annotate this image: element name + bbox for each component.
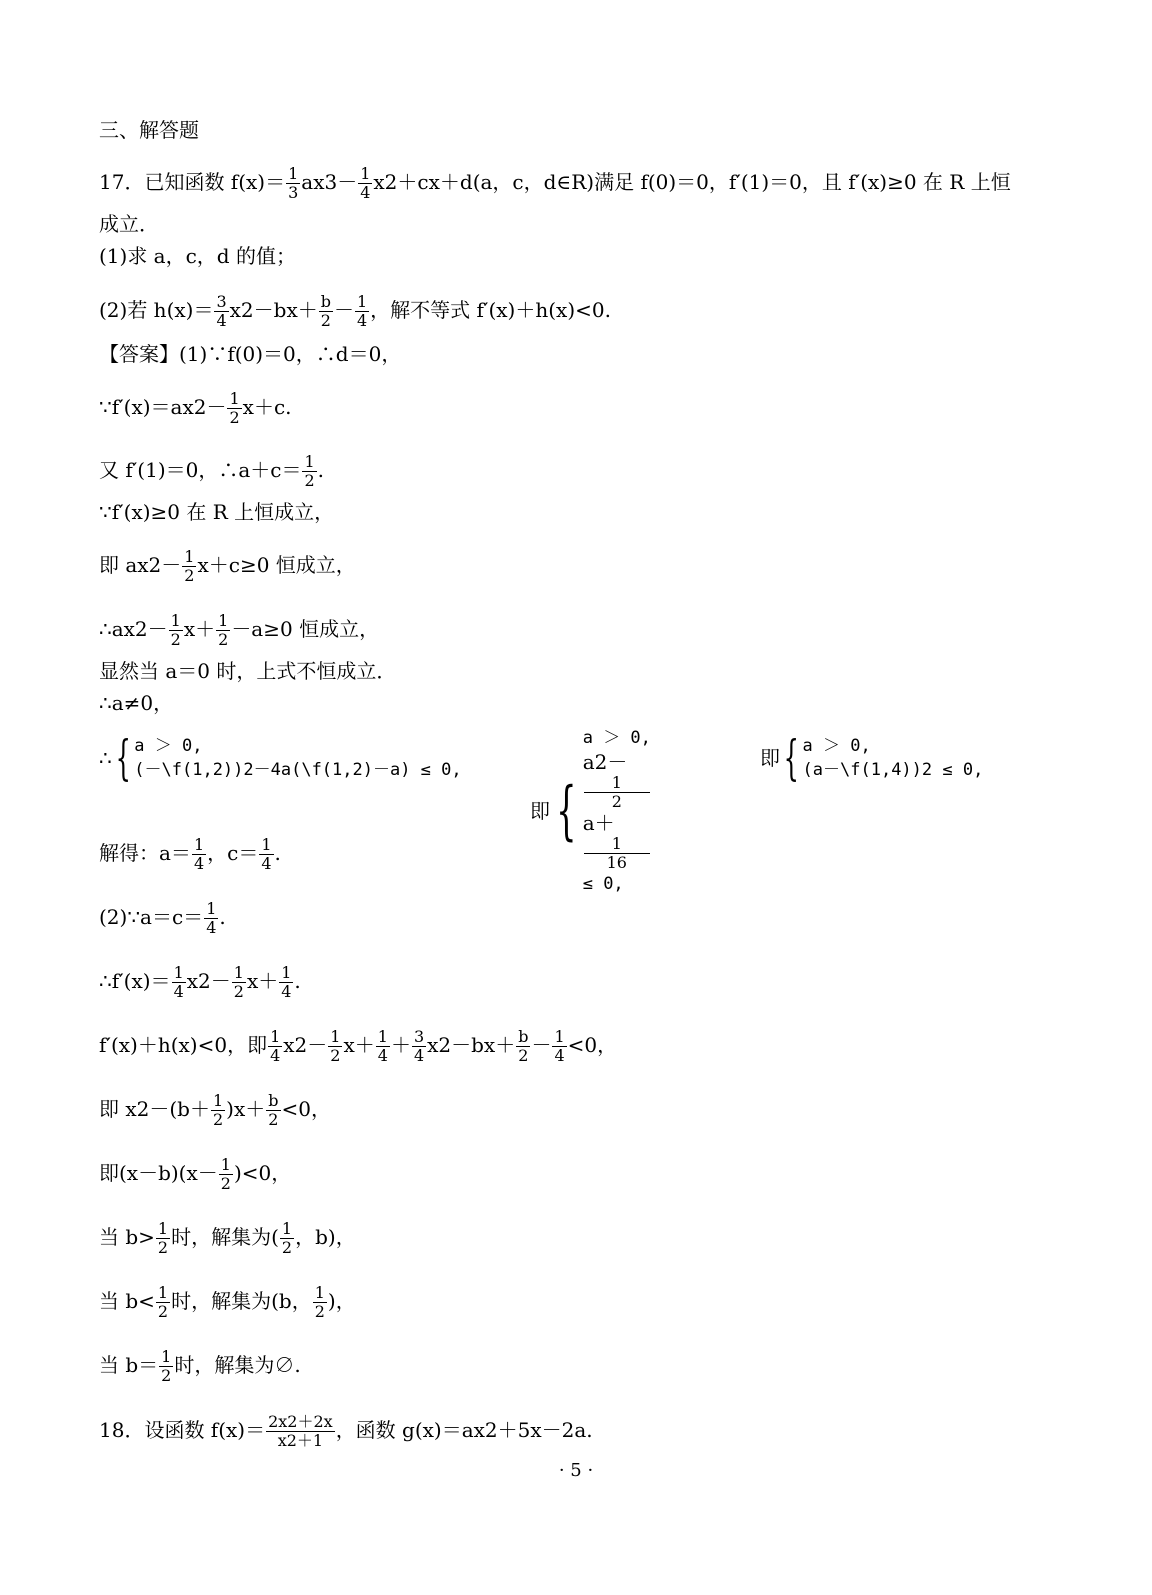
fraction: $\frac{1}{3}$ [288, 164, 299, 202]
answer-line-4: ∵f′(x)≥0 在 R 上恒成立， [99, 500, 335, 524]
section-title: 三、解答题 [99, 118, 199, 142]
answer-line-7: 显然当 a＝0 时，上式不恒成立． [99, 659, 397, 683]
answer-line-3: 又 f′(1)＝0，∴a＋c＝ $\frac{1}{2}$ . [99, 452, 325, 490]
answer-solved: 解得：a＝ $\frac{1}{4}$ ，c＝ $\frac{1}{4}$ . [99, 835, 281, 873]
q18-line: 18．设函数 f(x)＝ $\frac{2x2+2x}{x2+1}$ ，函数 g(x)＝ax2＋5x－2a. [99, 1412, 593, 1450]
q17-line-2: 成立． [99, 212, 159, 236]
q17-part-1: (1)求 a，c，d 的值； [99, 244, 296, 268]
answer-line-8: ∴a≠0， [99, 691, 174, 715]
answer-line-6: ∴ax2－ $\frac{1}{2}$ x＋ $\frac{1}{2}$ －a≥0 恒成立， [99, 611, 380, 649]
part2-line-6: 当 b> $\frac{1}{2}$ 时，解集为( $\frac{1}{2}$ ，b)， [99, 1219, 356, 1257]
q17-part-2: (2)若 h(x)＝ $\frac{3}{4}$ x2－bx＋ $\frac{b}{2}$ － $\frac{1}{4}$ ，解不等式 f′(x)＋h(x)<0. [99, 292, 611, 330]
page-number: · 5 · [558, 1460, 594, 1481]
part2-line-5: 即(x－b)(x－ $\frac{1}{2}$ )<0， [99, 1155, 292, 1193]
system-2: 即{ a ＞ 0, a2－ 1 2 a＋ 1 16 ≤ 0, [530, 728, 651, 894]
part2-line-2: ∴f′(x)＝ $\frac{1}{4}$ x2－ $\frac{1}{2}$ x＋ $\frac{1}{4}$ . [99, 963, 301, 1001]
answer-line-5: 即 ax2－ $\frac{1}{2}$ x＋c≥0 恒成立， [99, 547, 356, 585]
part2-line-4: 即 x2－(b＋ $\frac{1}{2}$ )x＋ $\frac{b}{2}$ <0， [99, 1091, 331, 1129]
part2-line-8: 当 b＝ $\frac{1}{2}$ 时，解集为∅. [99, 1347, 301, 1385]
part2-line-3: f′(x)＋h(x)<0，即 $\frac{1}{4}$ x2－ $\frac{1}{2}$ x＋ $\frac{1}{4}$ ＋ $\frac{3}{4}$ x2－bx＋ $\frac{b}{2}$ － $\frac{1}{4}$ <0， [99, 1027, 618, 1065]
part2-line-7: 当 b< $\frac{1}{2}$ 时，解集为(b， $\frac{1}{2}$ )， [99, 1283, 356, 1321]
answer-line-2: ∵f′(x)＝ax2－ $\frac{1}{2}$ x＋c. [99, 389, 292, 427]
part2-line-1: (2)∵a＝c＝ $\frac{1}{4}$ . [99, 899, 226, 937]
system-1: ∴{ a ＞ 0, (－\f(1,2))2－4a(\f(1,2)－a) ≤ 0, [99, 730, 462, 786]
answer-line-1: 【答案】(1)∵f(0)＝0，∴d＝0， [99, 342, 402, 366]
system-3: 即{ a ＞ 0, (a－\f(1,4))2 ≤ 0, [760, 730, 984, 786]
q17-line-1: 17．已知函数 f(x)＝ $\frac{1}{3}$ ax3－ $\frac{1}{4}$ x2＋cx＋d(a，c，d∈R)满足 f(0)＝0，f′(1)＝0，且 f′(x)≥0 在 R 上恒 [99, 164, 1011, 202]
